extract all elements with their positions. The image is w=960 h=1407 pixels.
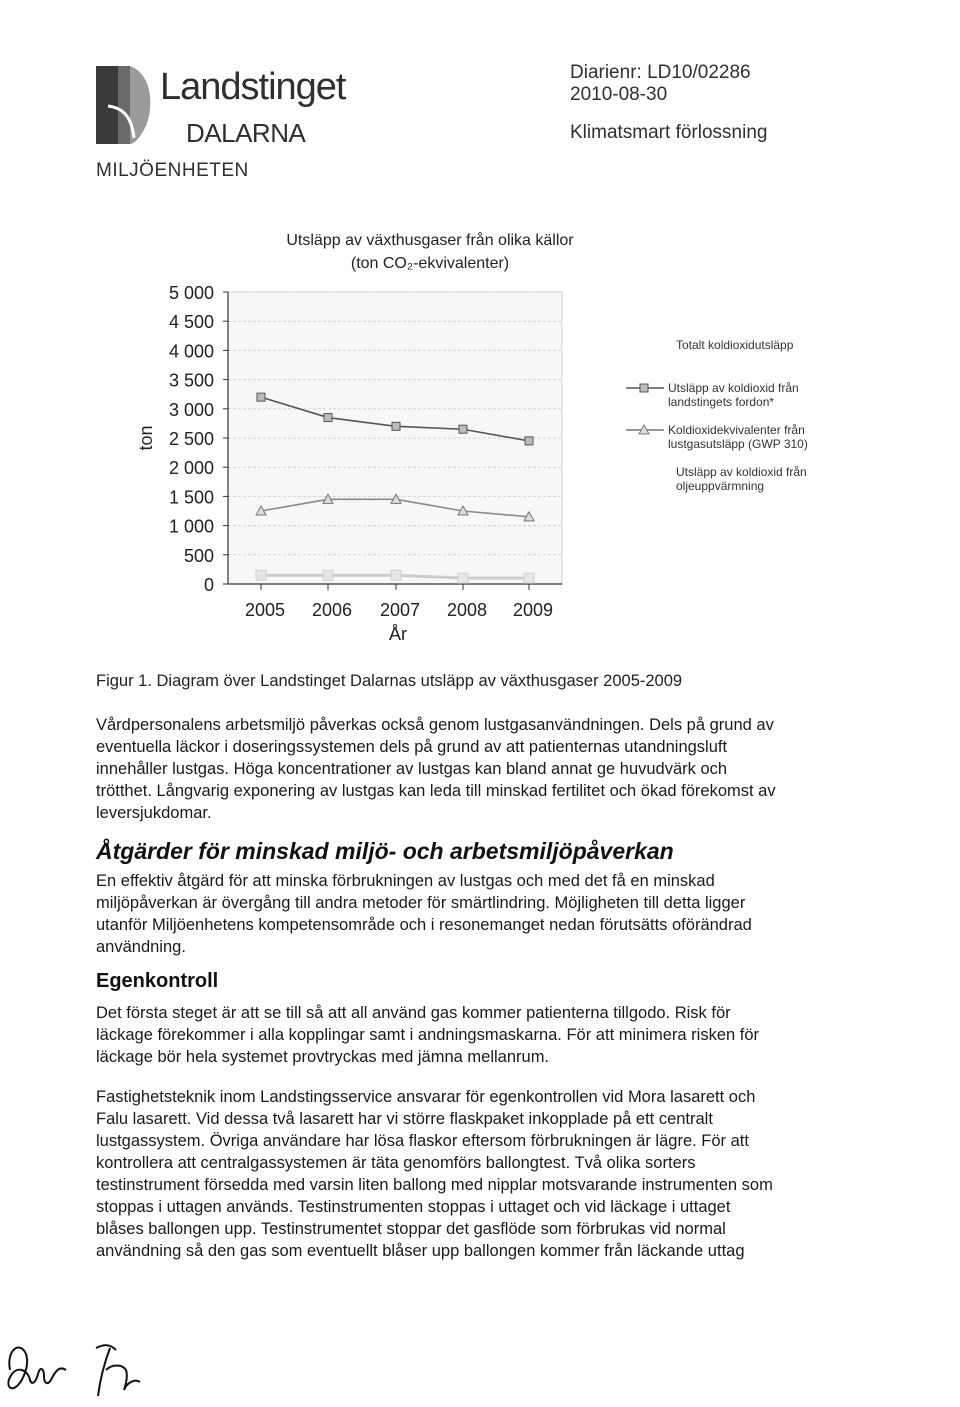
data-point-triangle	[391, 494, 401, 503]
logo-mark	[96, 66, 154, 144]
series-line	[261, 499, 529, 517]
paragraph-fastighetsteknik	[96, 1086, 856, 1262]
legend-label: Totalt koldioxidutsläpp	[676, 338, 794, 352]
x-tick-label: 2008	[446, 600, 488, 620]
text-line: trötthet. Långvarig exponering av lustgas kan leda till minskad fertilitet och ökad förekomst av	[96, 782, 776, 800]
text-line: En effektiv åtgärd för att minska förbrukningen av lustgas och med det få en minskad	[96, 872, 715, 890]
text-line: Det första steget är att se till så att all använd gas kommer patienterna tillgodo. Risk för	[96, 1004, 731, 1022]
y-tick-label: 1 000	[168, 516, 214, 537]
x-axis-label: År	[389, 624, 407, 644]
data-point-square	[459, 425, 467, 433]
square-marker-icon	[620, 381, 668, 395]
series-line	[261, 575, 529, 578]
paragraph-egenkontroll	[96, 1002, 856, 1068]
plot-area	[228, 292, 562, 584]
legend-item-fordon	[620, 381, 850, 409]
data-point-square	[392, 422, 400, 430]
y-tick-label: 2 000	[168, 458, 214, 479]
data-point	[524, 573, 534, 583]
text-line: läckage förekommer i alla kopplingar samt i andningsmaskarna. För att minimera risken för	[96, 1026, 760, 1044]
y-tick-label: 1 500	[168, 487, 214, 508]
text-line: kontrollera att centralgassystemen är täta genomförs ballongtest. Två olika sorters	[96, 1154, 696, 1172]
text-line: eventuella läckor i doseringssystemen dels på grund av att patienternas utandningsluft	[96, 738, 728, 756]
y-tick-label: 5 000	[168, 283, 214, 303]
y-tick-label: 0	[203, 575, 214, 595]
legend-label: Koldioxidekvivalenter från lustgasutsläpp (GWP 310)	[668, 423, 808, 451]
data-point-triangle	[524, 512, 534, 521]
org-name: Landstinget	[160, 66, 346, 108]
org-region: DALARNA	[186, 118, 306, 148]
text-line: användning.	[96, 938, 186, 956]
data-point-triangle	[458, 506, 468, 515]
text-line: blåses ballongen upp. Testinstrumentet stoppar det gasflöde som förbrukas vid normal	[96, 1220, 726, 1238]
x-tick-label: 2007	[379, 600, 421, 620]
y-tick-label: 500	[183, 545, 214, 566]
department: MILJÖENHETEN	[96, 160, 249, 181]
y-tick-label: 2 500	[168, 429, 214, 449]
chart-subtitle: (ton CO₂-ekvivalenter)	[350, 255, 510, 272]
legend-item-total	[620, 338, 850, 352]
doc-title: Klimatsmart förlossning	[570, 122, 768, 143]
text-line: användning så den gas som eventuellt blåser upp ballongen kommer från läckande uttag	[96, 1242, 745, 1260]
legend-label: Utsläpp av koldioxid från oljeuppvärmning	[676, 465, 807, 493]
x-tick-label: 2005	[244, 600, 286, 620]
data-point-square	[525, 437, 533, 445]
triangle-marker-icon	[620, 423, 668, 437]
series-line	[261, 397, 529, 441]
x-tick-label: 2006	[311, 600, 353, 620]
data-point-square	[257, 393, 265, 401]
chart-title: Utsläpp av växthusgaser från olika källor	[286, 232, 574, 249]
diarienr: Diarienr: LD10/02286	[570, 62, 751, 83]
legend-label: Utsläpp av koldioxid från landstingets fordon*	[668, 381, 799, 409]
text-line: leversjukdomar.	[96, 804, 212, 822]
y-tick-label: 3 500	[168, 370, 214, 391]
text-line: testinstrument försedda med varsin liten ballong med nipplar motsvarande instrumenten som	[96, 1176, 773, 1194]
x-tick-label: 2009	[512, 600, 554, 620]
data-point-triangle	[256, 506, 266, 515]
text-line: läckage bör hela systemet provtryckas med jämna mellanrum.	[96, 1048, 550, 1066]
text-line: lustgassystem. Övriga användare har lösa flaskor eftersom förbrukningen är lägre. För att	[96, 1132, 749, 1150]
text-line: innehåller lustgas. Höga koncentrationer av lustgas kan bland annat ge huvudvärk och	[96, 760, 728, 778]
figure-caption: Figur 1. Diagram över Landstinget Dalarnas utsläpp av växthusgaser 2005-2009	[96, 672, 683, 690]
data-point	[391, 570, 401, 580]
y-tick-label: 4 000	[168, 341, 214, 362]
handwritten-signature	[0, 1330, 170, 1402]
y-tick-label: 4 500	[168, 312, 214, 333]
data-point-square	[324, 414, 332, 422]
data-point	[458, 573, 468, 583]
text-line: stoppas i uttagen används. Testinstrumenten stoppas i uttaget och vid läckage i uttaget	[96, 1198, 731, 1216]
doc-date: 2010-08-30	[570, 84, 668, 105]
y-tick-label: 3 000	[168, 399, 214, 420]
legend-item-lustgas	[620, 423, 850, 451]
data-point	[323, 570, 333, 580]
paragraph-arbetsmiljo	[96, 714, 856, 824]
section-heading-atgarder: Åtgärder för minskad miljö- och arbetsmiljöpåverkan	[96, 838, 674, 864]
text-line: Falu lasarett. Vid dessa två lasarett har vi större flaskpaket inkopplade på ett centralt	[96, 1110, 713, 1128]
section-heading-egenkontroll: Egenkontroll	[96, 970, 219, 992]
text-line: utanför Miljöenhetens kompetensområde och i resonemanget nedan förutsätts oförändrad	[96, 916, 752, 934]
legend-item-olja	[620, 465, 850, 493]
data-point-triangle	[323, 494, 333, 503]
text-line: Fastighetsteknik inom Landstingsservice ansvarar för egenkontrollen vid Mora lasarett och	[96, 1088, 756, 1106]
data-point	[256, 570, 266, 580]
text-line: Vårdpersonalens arbetsmiljö påverkas också genom lustgasanvändningen. Dels på grund av	[96, 716, 774, 734]
text-line: miljöpåverkan är övergång till andra metoder för smärtlindring. Möjligheten till detta ligger	[96, 894, 746, 912]
paragraph-atgarder	[96, 870, 856, 958]
y-axis-label: ton	[136, 425, 156, 451]
